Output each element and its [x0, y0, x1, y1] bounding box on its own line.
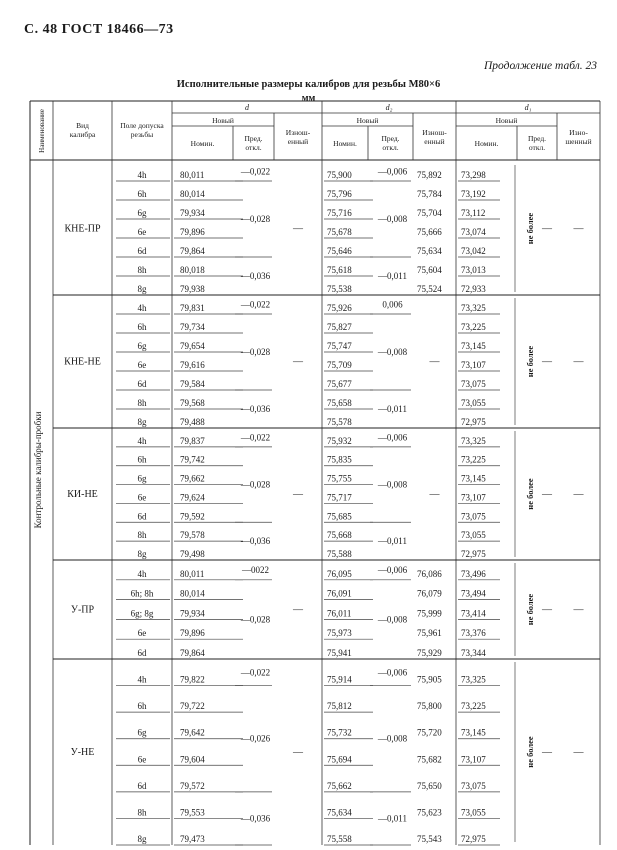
d1-nominal-cell: 73,325	[461, 435, 486, 446]
d1-nominal-cell: 73,112	[461, 208, 486, 218]
d1-nominal-cell: 73,225	[461, 454, 486, 465]
d-nominal-cell: 79,498	[180, 549, 205, 559]
header-nominal: Номин.	[333, 139, 357, 148]
d1-nominal-cell: 72,975	[461, 549, 486, 559]
tolerance-cell: 8g	[137, 417, 147, 427]
d-nominal-cell: 79,642	[180, 727, 205, 738]
tolerance-cell: 4h	[137, 303, 147, 313]
tolerance-cell: 6g; 8g	[130, 608, 154, 619]
d-nominal-cell: 79,616	[180, 360, 205, 370]
d1-nominal-cell: 73,055	[461, 807, 486, 818]
d-limit-cell: —0,028	[240, 479, 271, 490]
d-nominal-cell: 79,734	[180, 322, 205, 332]
header-d2: d₂	[385, 103, 393, 112]
d1-nominal-cell: 73,325	[461, 674, 486, 685]
tolerance-cell: 6h	[137, 189, 147, 199]
header-new: Новый	[356, 116, 379, 125]
d1-limit-dash: —	[542, 604, 552, 616]
header-limit: Пред.	[244, 134, 263, 143]
d-nominal-cell: 79,572	[180, 780, 205, 791]
tolerance-cell: 8g	[137, 284, 147, 294]
tolerance-cell: 6h	[137, 454, 147, 465]
d-limit-cell: —0,028	[240, 347, 271, 357]
d1-worn-dash: —	[573, 604, 584, 616]
d2-nominal-cell: 75,932	[327, 435, 352, 446]
header-nominal: Номин.	[190, 139, 215, 148]
d-nominal-cell: 79,837	[180, 435, 205, 446]
d1-nominal-cell: 73,494	[461, 588, 486, 599]
d-nominal-cell: 79,592	[180, 511, 205, 522]
d-worn-dash: —	[293, 747, 303, 758]
d-nominal-cell: 79,831	[180, 303, 205, 313]
d-nominal-cell: 79,662	[180, 473, 205, 484]
d-nominal-cell: 80,011	[180, 568, 205, 579]
d1-limit-dash: —	[542, 356, 552, 368]
group-label: Контрольные калибры-пробки	[33, 411, 43, 529]
d-nominal-cell: 79,864	[180, 648, 205, 658]
continuation-note: Продолжение табл. 23	[484, 60, 597, 72]
d2-worn-cell: 76,079	[417, 588, 442, 599]
d2-nominal-cell: 75,677	[327, 379, 352, 389]
d1-nominal-cell: 72,933	[461, 284, 486, 294]
tolerance-cell: 8h	[137, 807, 147, 818]
d2-limit-cell: —0,008	[377, 733, 408, 744]
tolerance-cell: 6g	[137, 473, 147, 484]
d1-nominal-cell: 73,376	[461, 628, 486, 639]
d1-limit-dash: —	[542, 223, 552, 235]
header-tolerance: Поле допуска	[120, 121, 164, 130]
d2-worn-cell: 75,892	[417, 170, 442, 180]
d2-limit-cell: —0,006	[377, 432, 408, 443]
d2-worn-cell: 75,604	[417, 265, 442, 275]
d-nominal-cell: 79,584	[180, 379, 205, 389]
d-nominal-cell: 79,624	[180, 492, 205, 503]
d2-nominal-cell: 75,618	[327, 265, 352, 275]
not-more-label: не более	[525, 212, 535, 245]
d2-nominal-cell: 75,662	[327, 780, 352, 791]
d2-limit-cell: —0,011	[378, 404, 407, 414]
d1-nominal-cell: 73,298	[461, 170, 486, 180]
d2-limit-cell: —0,008	[377, 214, 408, 224]
unit-label: мм	[301, 93, 316, 104]
tolerance-cell: 8h	[137, 530, 147, 541]
d-nominal-cell: 79,896	[180, 227, 205, 237]
d1-limit-dash: —	[542, 747, 552, 758]
d1-nominal-cell: 73,145	[461, 727, 486, 738]
d2-nominal-cell: 75,747	[327, 341, 352, 351]
d-limit-cell: —0,022	[240, 299, 271, 310]
d1-nominal-cell: 72,975	[461, 417, 486, 427]
d2-worn-cell: 76,086	[417, 568, 442, 579]
d-limit-cell: —0,036	[240, 271, 271, 281]
d-nominal-cell: 79,488	[180, 417, 205, 427]
d-nominal-cell: 79,864	[180, 246, 205, 256]
tolerance-cell: 6g	[137, 341, 147, 351]
d-nominal-cell: 79,822	[180, 674, 205, 685]
d2-worn-cell: 75,650	[417, 780, 442, 791]
d1-nominal-cell: 73,225	[461, 322, 486, 332]
tolerance-cell: 6e	[137, 360, 147, 370]
d1-nominal-cell: 73,344	[461, 648, 486, 658]
d1-worn-dash: —	[573, 747, 584, 758]
tolerance-cell: 8g	[137, 549, 147, 559]
header-d1: d₁	[524, 103, 532, 112]
tolerance-cell: 6e	[137, 754, 147, 765]
d-nominal-cell: 79,473	[180, 834, 205, 844]
not-more-label: не более	[525, 478, 535, 510]
d2-nominal-cell: 75,926	[327, 303, 352, 313]
d1-nominal-cell: 73,042	[461, 246, 486, 256]
d1-nominal-cell: 73,145	[461, 473, 486, 484]
d2-nominal-cell: 75,900	[327, 170, 352, 180]
header-nominal: Номин.	[474, 139, 499, 148]
tolerance-cell: 6h	[137, 322, 147, 332]
caliber-kind: КНЕ-НЕ	[64, 356, 101, 368]
caliber-kind: У-НЕ	[70, 747, 95, 758]
d2-limit-cell: —0,006	[377, 564, 408, 575]
not-more-label: не более	[525, 736, 535, 768]
d1-nominal-cell: 73,192	[461, 189, 486, 199]
d2-nominal-cell: 75,732	[327, 727, 352, 738]
tolerance-cell: 6e	[137, 628, 147, 639]
caliber-kind: КИ-НЕ	[67, 489, 98, 500]
d-limit-cell: —0,022	[240, 166, 271, 177]
not-more-label: не более	[525, 345, 535, 378]
d2-limit-cell: —0,011	[378, 813, 407, 824]
d1-nominal-cell: 73,145	[461, 341, 486, 351]
d2-nominal-cell: 75,694	[327, 754, 352, 765]
d1-nominal-cell: 73,325	[461, 303, 486, 313]
header-limit: откл.	[245, 143, 262, 152]
not-more-label: не более	[525, 593, 535, 626]
d-nominal-cell: 79,934	[180, 208, 205, 218]
d-nominal-cell: 79,896	[180, 628, 205, 639]
d-nominal-cell: 79,553	[180, 807, 205, 818]
header-name: Наименование	[38, 109, 46, 153]
header-worn: енный	[424, 137, 445, 146]
d1-worn-dash: —	[573, 489, 584, 500]
d-nominal-cell: 80,014	[180, 189, 205, 199]
d2-nominal-cell: 75,668	[327, 530, 352, 541]
d1-worn-dash: —	[573, 356, 584, 368]
d2-nominal-cell: 75,678	[327, 227, 352, 237]
d-nominal-cell: 79,742	[180, 454, 205, 465]
tolerance-cell: 6d	[137, 648, 147, 658]
d2-nominal-cell: 75,941	[327, 648, 352, 658]
header-worn: Изнош-	[422, 128, 447, 137]
d2-worn-dash: —	[429, 356, 440, 368]
d2-nominal-cell: 76,095	[327, 568, 352, 579]
tolerance-cell: 4h	[137, 170, 147, 180]
d2-nominal-cell: 75,796	[327, 189, 352, 199]
tolerance-cell: 6e	[137, 492, 147, 503]
d2-worn-cell: 75,543	[417, 834, 442, 844]
tolerance-cell: 6d	[137, 379, 147, 389]
d2-worn-cell: 75,623	[417, 807, 442, 818]
header-new: Новый	[495, 116, 518, 125]
d2-nominal-cell: 75,709	[327, 360, 352, 370]
caliber-kind: У-ПР	[70, 604, 95, 616]
d2-limit-cell: —0,011	[378, 271, 407, 281]
d2-nominal-cell: 75,578	[327, 417, 352, 427]
table-title: Исполнительные размеры калибров для резьбы М80×6	[176, 79, 441, 90]
d2-limit-cell: —0,006	[377, 667, 408, 678]
d2-worn-cell: 75,800	[417, 701, 442, 712]
tolerance-cell: 6d	[137, 511, 147, 522]
d2-nominal-cell: 75,812	[327, 701, 352, 712]
d1-nominal-cell: 73,107	[461, 492, 486, 503]
d1-nominal-cell: 73,074	[461, 227, 486, 237]
header-tolerance: резьбы	[130, 130, 154, 139]
tolerance-cell: 6h; 8h	[130, 588, 154, 599]
d-limit-cell: —0,036	[240, 536, 271, 547]
d2-nominal-cell: 75,558	[327, 834, 352, 844]
d-worn-dash: —	[293, 489, 303, 500]
tolerance-cell: 6d	[137, 246, 147, 256]
d-limit-cell: —0,036	[240, 813, 271, 824]
d1-nominal-cell: 73,225	[461, 701, 486, 712]
d1-nominal-cell: 73,075	[461, 379, 486, 389]
d2-worn-cell: 75,784	[417, 189, 442, 199]
d2-nominal-cell: 75,538	[327, 284, 352, 294]
d2-worn-cell: 75,666	[417, 227, 442, 237]
d-worn-dash: —	[293, 223, 303, 235]
header-worn: шенный	[565, 137, 592, 146]
d2-worn-dash: —	[429, 489, 440, 500]
d2-nominal-cell: 76,091	[327, 588, 352, 599]
d2-worn-cell: 75,524	[417, 284, 442, 294]
d1-worn-dash: —	[573, 223, 584, 235]
d1-nominal-cell: 73,107	[461, 360, 486, 370]
d2-worn-cell: 75,634	[417, 246, 442, 256]
header-limit: Пред.	[527, 134, 547, 143]
d2-nominal-cell: 76,011	[327, 608, 352, 619]
d-nominal-cell: 79,934	[180, 608, 205, 619]
d1-nominal-cell: 73,075	[461, 780, 486, 791]
header-worn: Изнош-	[285, 128, 311, 137]
tolerance-cell: 6h	[137, 701, 147, 712]
d2-nominal-cell: 75,827	[327, 322, 352, 332]
header-limit: откл.	[528, 143, 546, 152]
header-worn: енный	[287, 137, 309, 146]
tolerance-cell: 8h	[137, 265, 147, 275]
d1-nominal-cell: 73,013	[461, 265, 486, 275]
d2-nominal-cell: 75,588	[327, 549, 352, 559]
d1-nominal-cell: 73,107	[461, 754, 486, 765]
d1-nominal-cell: 73,055	[461, 398, 486, 408]
tolerance-cell: 6g	[137, 208, 147, 218]
tolerance-cell: 8h	[137, 398, 147, 408]
d-nominal-cell: 79,568	[180, 398, 205, 408]
d2-nominal-cell: 75,646	[327, 246, 352, 256]
d-nominal-cell: 79,938	[180, 284, 205, 294]
tolerance-cell: 4h	[137, 435, 147, 446]
tolerance-cell: 4h	[137, 568, 147, 579]
d1-nominal-cell: 73,496	[461, 568, 486, 579]
d2-limit-cell: —0,011	[378, 536, 407, 547]
header-worn: Изно-	[569, 128, 588, 137]
d-limit-cell: —0,022	[240, 432, 271, 443]
d-nominal-cell: 79,654	[180, 341, 205, 351]
d1-limit-dash: —	[542, 489, 552, 500]
d-nominal-cell: 79,578	[180, 530, 205, 541]
d2-nominal-cell: 75,717	[327, 492, 352, 503]
d-nominal-cell: 79,722	[180, 701, 205, 712]
d1-nominal-cell: 73,075	[461, 511, 486, 522]
d2-nominal-cell: 75,716	[327, 208, 352, 218]
header-limit: откл.	[382, 143, 399, 152]
header-d: d	[245, 103, 249, 112]
d2-worn-cell: 75,704	[417, 208, 442, 218]
d2-limit-cell: —0,008	[377, 479, 408, 490]
d-limit-cell: —0,026	[240, 733, 271, 744]
d-worn-dash: —	[293, 356, 303, 368]
d2-nominal-cell: 75,685	[327, 511, 352, 522]
header-new: Новый	[212, 116, 234, 125]
d2-nominal-cell: 75,973	[327, 628, 352, 639]
d2-nominal-cell: 75,755	[327, 473, 352, 484]
d1-nominal-cell: 73,055	[461, 530, 486, 541]
d2-limit-cell: —0,008	[377, 347, 408, 357]
tolerance-cell: 6e	[137, 227, 147, 237]
tolerance-cell: 4h	[137, 674, 147, 685]
d2-worn-cell: 75,999	[417, 608, 442, 619]
d-limit-cell: —0,036	[240, 404, 271, 414]
tolerance-cell: 8g	[137, 834, 147, 844]
d-worn-dash: —	[293, 604, 303, 616]
header-kind: Вид	[76, 121, 89, 130]
d-limit-cell: —0,028	[240, 214, 271, 224]
d2-worn-cell: 75,720	[417, 727, 442, 738]
header-limit: Пред.	[381, 134, 400, 143]
caliber-kind: КНЕ-ПР	[64, 223, 101, 235]
d2-limit-cell: —0,008	[377, 614, 408, 625]
d2-worn-cell: 75,929	[417, 648, 442, 658]
d-nominal-cell: 80,011	[180, 170, 205, 180]
d-nominal-cell: 79,604	[180, 754, 205, 765]
d-nominal-cell: 80,014	[180, 588, 205, 599]
d-limit-cell: —0,022	[240, 667, 271, 678]
header-kind: калибра	[69, 130, 96, 139]
d2-nominal-cell: 75,914	[327, 674, 352, 685]
d-nominal-cell: 80,018	[180, 265, 205, 275]
d2-nominal-cell: 75,658	[327, 398, 352, 408]
d-limit-cell: —0,028	[240, 614, 271, 625]
d2-limit-cell: 0,006	[382, 299, 403, 310]
d2-limit-cell: —0,006	[377, 166, 408, 177]
d1-nominal-cell: 72,975	[461, 834, 486, 844]
tolerance-cell: 6d	[137, 780, 147, 791]
d2-worn-cell: 75,961	[417, 628, 442, 639]
d-limit-cell: —0022	[242, 564, 269, 575]
d2-nominal-cell: 75,634	[327, 807, 352, 818]
d2-worn-cell: 75,682	[417, 754, 442, 765]
d2-nominal-cell: 75,835	[327, 454, 352, 465]
d1-nominal-cell: 73,414	[461, 608, 486, 619]
tolerance-cell: 6g	[137, 727, 147, 738]
page-header: С. 48 ГОСТ 18466—73	[24, 22, 174, 37]
d2-worn-cell: 75,905	[417, 674, 442, 685]
